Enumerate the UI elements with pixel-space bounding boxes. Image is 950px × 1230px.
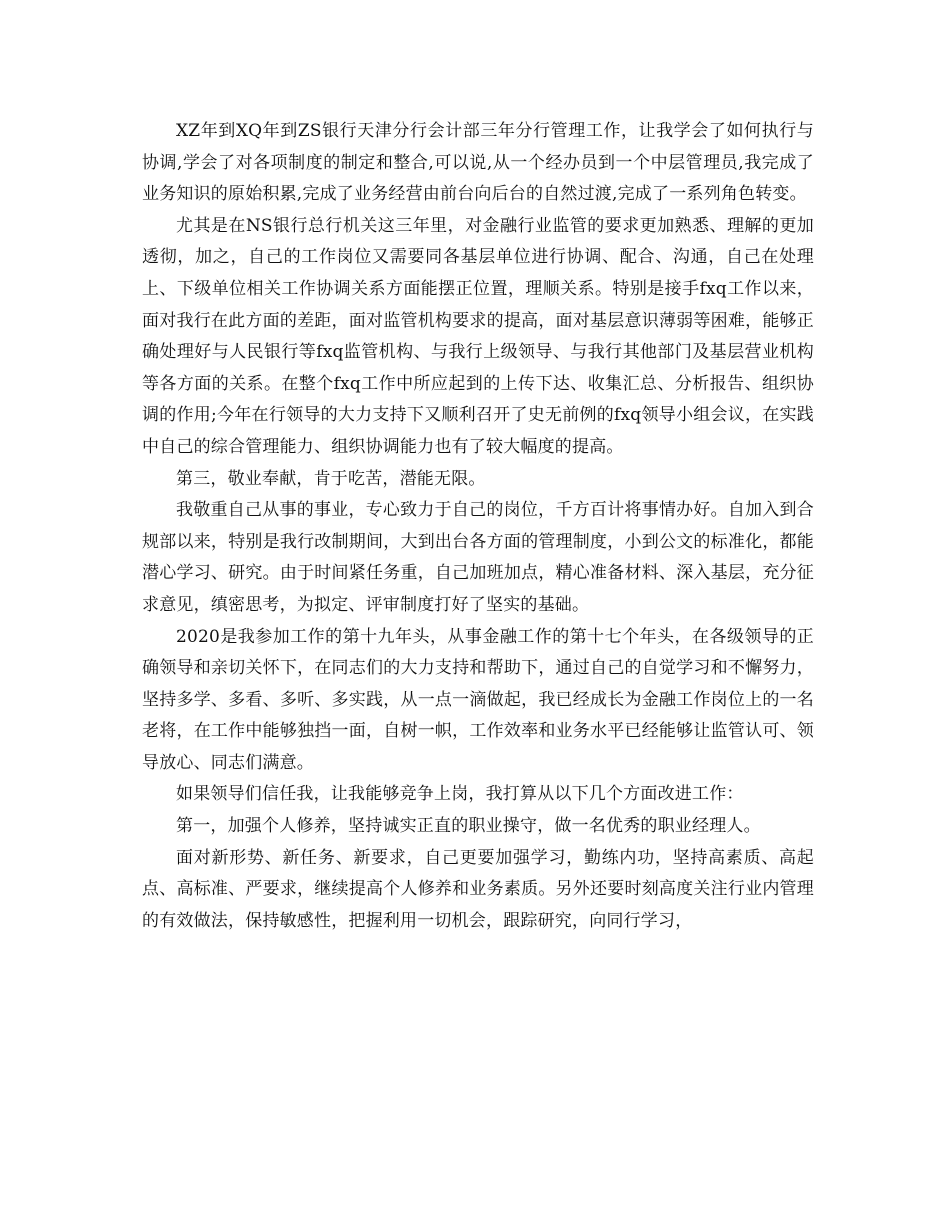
paragraph-4: 我敬重自己从事的事业，专心致力于自己的岗位，千方百计将事情办好。自加入到合规部以来，特别是我行改制期间，大到出台各方面的管理制度，小到公文的标准化，都能潜心学习、研究。由于时间紧任务重，自己加班加点，精心准备材料、深入基层，充分征求意见，缜密思考，为拟定、评审制度打好了坚实的基础。	[142, 500, 814, 615]
paragraph-2: 尤其是在NS银行总行机关这三年里，对金融行业监管的要求更加熟悉、理解的更加透彻，加之，自己的工作岗位又需要同各基层单位进行协调、配合、沟通，自己在处理上、下级单位相关工作协调关系方面能摆正位置，理顺关系。特别是接手fxq工作以来，面对我行在此方面的差距，面对监管机构要求的提高，面对基层意识薄弱等困难，能够正确处理好与人民银行等fxq监管机构、与我行上级领导、与我行其他部门及基层营业机构等各方面的关系。在整个fxq工作中所应起到的上传下达、收集汇总、分析报告、组织协调的作用;今年在行领导的大力支持下又顺利召开了史无前例的fxq领导小组会议，在实践中自己的综合管理能力、组织协调能力也有了较大幅度的提高。	[142, 215, 814, 457]
paragraph-3: 第三，敬业奉献，肯于吃苦，潜能无限。	[176, 468, 486, 489]
paragraph-1: XZ年到XQ年到ZS银行天津分行会计部三年分行管理工作，让我学会了如何执行与协调,学会了对各项制度的制定和整合,可以说,从一个经办员到一个中层管理员,我完成了业务知识的原始积累,完成了业务经营由前台向后台的自然过渡,完成了一系列角色转变。	[142, 121, 814, 205]
paragraph-7: 第一，加强个人修养，坚持诚实正直的职业操守，做一名优秀的职业经理人。	[176, 816, 761, 837]
paragraph-5: 2020是我参加工作的第十九年头，从事金融工作的第十七个年头，在各级领导的正确领导和亲切关怀下，在同志们的大力支持和帮助下，通过自己的自觉学习和不懈努力，坚持多学、多看、多听、多实践，从一点一滴做起，我已经成长为金融工作岗位上的一名老将，在工作中能够独挡一面，自树一帜，工作效率和业务水平已经能够让监管认可、领导放心、同志们满意。	[142, 626, 814, 773]
document-body	[142, 116, 814, 937]
paragraph-6: 如果领导们信任我，让我能够竞争上岗，我打算从以下几个方面改进工作：	[176, 784, 744, 805]
paragraph-8: 面对新形势、新任务、新要求，自己更要加强学习，勤练内功，坚持高素质、高起点、高标准、严要求，继续提高个人修养和业务素质。另外还要时刻高度关注行业内管理的有效做法，保持敏感性，把握利用一切机会，跟踪研究，向同行学习，	[142, 847, 814, 931]
